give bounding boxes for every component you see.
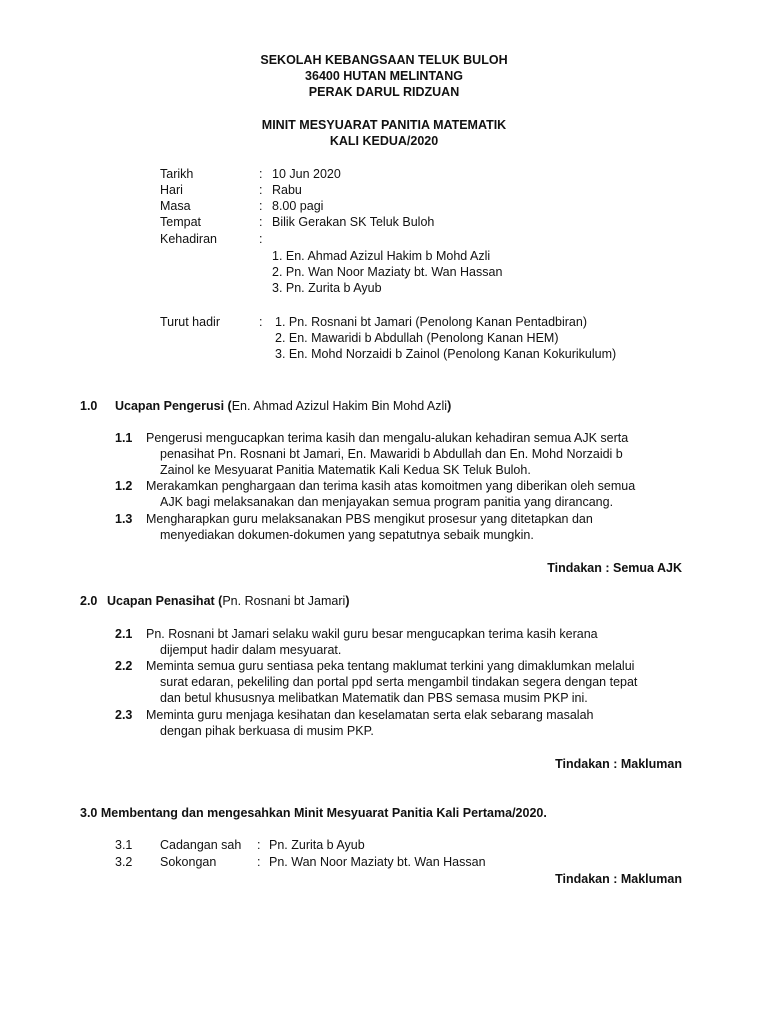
- row-value: Pn. Wan Noor Maziaty bt. Wan Hassan: [269, 855, 486, 869]
- item-line: AJK bagi melaksanakan dan menjayakan semua program panitia yang dirancang.: [160, 495, 614, 509]
- row-label: Sokongan: [160, 855, 217, 869]
- tempat-value: Bilik Gerakan SK Teluk Buloh: [272, 215, 435, 229]
- section-2-number: 2.0: [80, 594, 98, 608]
- turut-hadir-item: 2. En. Mawaridi b Abdullah (Penolong Kanan HEM): [275, 331, 559, 345]
- turut-hadir-label: Turut hadir: [160, 315, 220, 329]
- section-1-number: 1.0: [80, 399, 98, 413]
- item-line: Pengerusi mengucapkan terima kasih dan mengalu-alukan kehadiran semua AJK serta: [146, 431, 629, 445]
- item-line: penasihat Pn. Rosnani bt Jamari, En. Mawaridi b Abdullah dan En. Mohd Norzaidi b: [160, 447, 623, 461]
- item-line: Meminta semua guru sentiasa peka tentang maklumat terkini yang dimaklumkan melalui: [146, 659, 635, 673]
- row-number: 3.1: [115, 838, 133, 852]
- tempat-colon: :: [259, 215, 263, 229]
- kehadiran-item: 1. En. Ahmad Azizul Hakim b Mohd Azli: [272, 249, 491, 263]
- item-number: 1.1: [115, 431, 133, 445]
- school-name: SEKOLAH KEBANGSAAN TELUK BULOH: [260, 53, 508, 67]
- item-number: 2.3: [115, 708, 133, 722]
- document-title: MINIT MESYUARAT PANITIA MATEMATIK: [261, 118, 507, 132]
- kehadiran-item: 3. Pn. Zurita b Ayub: [272, 281, 382, 295]
- item-line: dijemput hadir dalam mesyuarat.: [160, 643, 342, 657]
- item-line: Pn. Rosnani bt Jamari selaku wakil guru besar mengucapkan terima kasih kerana: [146, 627, 598, 641]
- turut-hadir-item: 3. En. Mohd Norzaidi b Zainol (Penolong Kanan Kokurikulum): [275, 347, 617, 361]
- masa-label: Masa: [160, 199, 191, 213]
- item-line: Merakamkan penghargaan dan terima kasih atas komoitmen yang diberikan oleh semua: [146, 479, 636, 493]
- item-number: 1.2: [115, 479, 133, 493]
- item-number: 2.2: [115, 659, 133, 673]
- section-2-heading-text: Ucapan Penasihat (: [107, 594, 223, 608]
- turut-hadir-item: 1. Pn. Rosnani bt Jamari (Penolong Kanan Pentadbiran): [275, 315, 587, 329]
- row-number: 3.2: [115, 855, 133, 869]
- hari-value: Rabu: [272, 183, 302, 197]
- kehadiran-colon: :: [259, 232, 263, 246]
- masa-colon: :: [259, 199, 263, 213]
- row-colon: :: [257, 838, 261, 852]
- section-2-heading: [107, 593, 349, 609]
- row-value: Pn. Zurita b Ayub: [269, 838, 365, 852]
- row-label: Cadangan sah: [160, 838, 242, 852]
- tarikh-label: Tarikh: [160, 167, 194, 181]
- school-address-line2: PERAK DARUL RIDZUAN: [308, 85, 460, 99]
- item-number: 2.1: [115, 627, 133, 641]
- row-colon: :: [257, 855, 261, 869]
- kehadiran-item: 2. Pn. Wan Noor Maziaty bt. Wan Hassan: [272, 265, 503, 279]
- section-2-tindakan: Tindakan : Makluman: [555, 757, 682, 771]
- item-line: Meminta guru menjaga kesihatan dan keselamatan serta elak sebarang masalah: [146, 708, 594, 722]
- item-line: Zainol ke Mesyuarat Panitia Matematik Kali Kedua SK Teluk Buloh.: [160, 463, 531, 477]
- item-line: menyediakan dokumen-dokumen yang sepatutnya sebaik mungkin.: [160, 528, 534, 542]
- item-line: Mengharapkan guru melaksanakan PBS mengikut prosesur yang ditetapkan dan: [146, 512, 593, 526]
- section-1-heading: [115, 398, 451, 414]
- item-line: surat edaran, pekeliling dan portal ppd serta mengambil tindakan segera dengan tepat: [160, 675, 638, 689]
- section-1-close: ): [447, 399, 452, 413]
- item-line: dan betul khususnya melibatkan Matematik dan PBS semasa musim PKP ini.: [160, 691, 588, 705]
- section-1-tindakan: Tindakan : Semua AJK: [547, 561, 682, 575]
- item-number: 1.3: [115, 512, 133, 526]
- tarikh-value: 10 Jun 2020: [272, 167, 341, 181]
- document-subtitle: KALI KEDUA/2020: [329, 134, 439, 148]
- turut-hadir-colon: :: [259, 315, 263, 329]
- hari-label: Hari: [160, 183, 183, 197]
- section-1-heading-text: Ucapan Pengerusi (: [115, 399, 232, 413]
- kehadiran-label: Kehadiran: [160, 232, 217, 246]
- hari-colon: :: [259, 183, 263, 197]
- tempat-label: Tempat: [160, 215, 201, 229]
- section-3-tindakan: Tindakan : Makluman: [555, 872, 682, 886]
- section-1-person: En. Ahmad Azizul Hakim Bin Mohd Azli: [231, 399, 448, 413]
- item-line: dengan pihak berkuasa di musim PKP.: [160, 724, 374, 738]
- tarikh-colon: :: [259, 167, 263, 181]
- section-2-close: ): [345, 594, 350, 608]
- masa-value: 8.00 pagi: [272, 199, 324, 213]
- section-2-person: Pn. Rosnani bt Jamari: [222, 594, 346, 608]
- section-3-heading: 3.0 Membentang dan mengesahkan Minit Mesyuarat Panitia Kali Pertama/2020.: [80, 806, 547, 820]
- school-address-line1: 36400 HUTAN MELINTANG: [305, 69, 463, 83]
